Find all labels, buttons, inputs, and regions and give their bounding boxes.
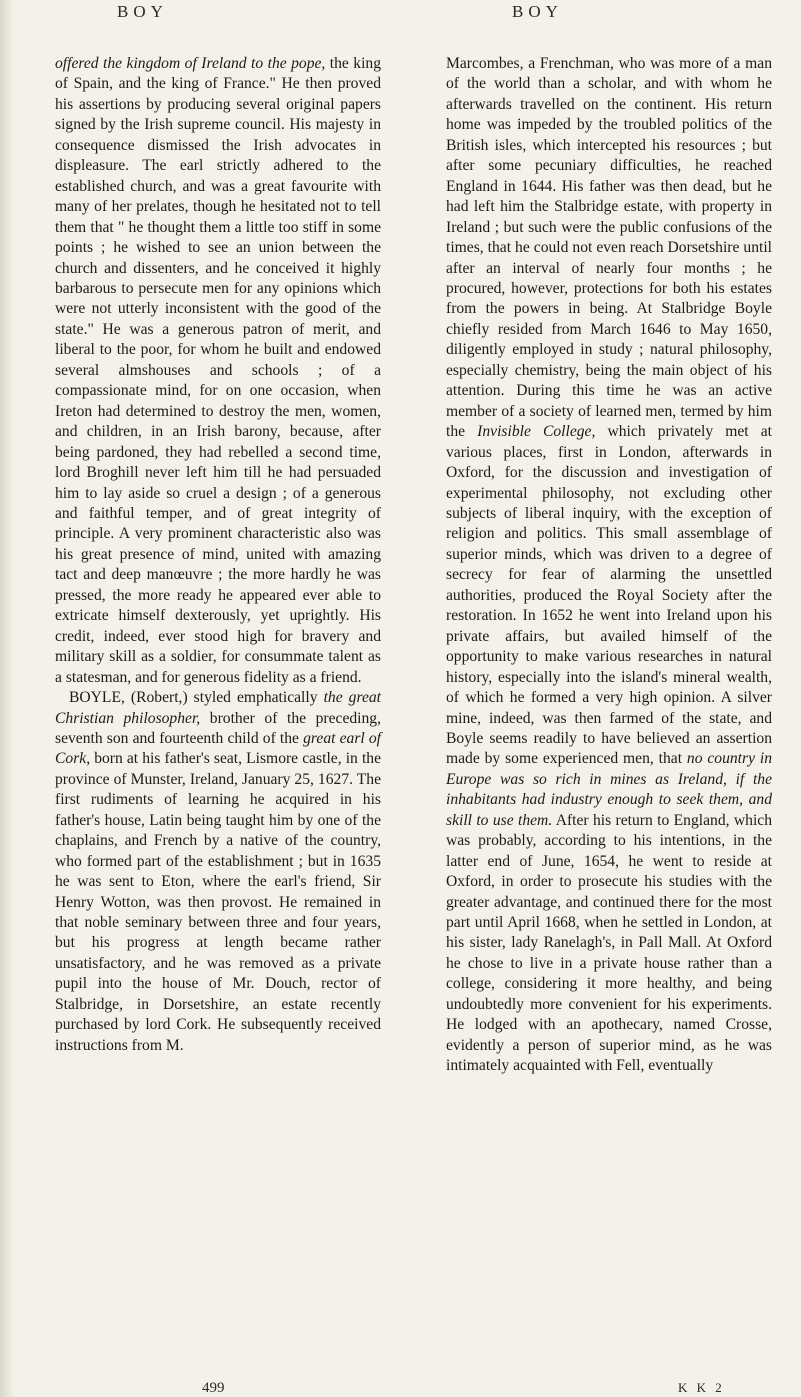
text-run: born at his father's seat, Lismore castle, in the province of Munster, Ireland, January 25, 1627. The first rudiments of learning he acquired in his father's house, Latin being taught him by one of the chaplains, and French by a native of the country, who formed part of the establishment ; but in 1635 he was sent to Eton, where the earl's friend, Sir Henry Wotton, was then provost. He remained in that noble seminary between three and four years, but his progress at length became rather unsatisfactory, and he was removed as a private pupil into the house of Mr. Douch, rector of Stalbridge, in Dorsetshire, an estate recently purchased by lord Cork. He subsequently received instructions from M. [55, 750, 381, 1054]
paragraph-broghill-continued [55, 54, 381, 688]
text-run: which privately met at various places, first in London, afterwards in Oxford, for the discussion and investigation of experimental philosophy, not excluding other subjects of liberal inquiry, with the exception of religion and politics. This small assemblage of superior minds, which was driven to a degree of secrecy for fear of alarming the unsettled authorities, produced the Royal Society after the restoration. In 1652 he went into Ireland upon his private affairs, but availed himself of the opportunity to make various researches in natural history, especially into the island's mineral wealth, of which he formed a very high opinion. A silver mine, indeed, was then farmed of the state, and Boyle seems readily to have believed an assertion made by some experienced men, that [446, 423, 773, 768]
text-run: brother of the preceding, seventh son and fourteenth child of the [55, 709, 382, 747]
signature-mark: K K 2 [678, 1380, 725, 1395]
text-run: After his return to England, which was probably, according to his intentions, in the latter end of June, 1654, he went to reside at Oxford, in order to prosecute his studies with the greater advantage, and continued there for the most part until April 1668, when he settled in London, at his sister, lady Ranelagh's, in Pall Mall. At Oxford he chose to live in a private house rather than a college, considering it more healthy, and being undoubtedly more convenient for his experiments. He lodged with an apothecary, named Crosse, evidently a person of superior mind, as he was intimately acquainted with Fell, eventually [446, 811, 772, 1075]
left-column [55, 54, 381, 1056]
page-number: 499 [202, 1380, 225, 1396]
italic-text-run: no country in Europe was so rich in mines as Ireland, if the inhabitants had industry enough to seek them, and skill to use them. [446, 750, 772, 829]
text-run: BOYLE, (Robert,) styled emphatically [69, 689, 324, 707]
italic-text-run: great earl of Cork, [55, 729, 381, 768]
running-head-right: BOY [512, 2, 563, 21]
paragraph-boyle-robert-entry [55, 688, 381, 1056]
paragraph-boyle-continued [446, 54, 772, 1077]
italic-text-run: offered the kingdom of Ireland to the pope, [55, 55, 326, 72]
right-column [446, 54, 772, 1077]
page-gutter-shadow [0, 0, 14, 1397]
italic-text-run: the great Christian philosopher, [55, 689, 381, 727]
italic-text-run: Invisible College, [477, 423, 596, 441]
text-run: the king of Spain, and the king of France." He then proved his assertions by producing several original papers signed by the Irish supreme council. His majesty in consequence dismissed the Irish advocates in displeasure. The earl strictly adhered to the established church, and was a great favourite with many of her prelates, though he hesitated not to tell them that " he thought them a little too stiff in some points ; he wished to see an union between the church and dissenters, and he conceived it highly barbarous to persecute men for any opinions which were not utterly inconsistent with the good of the state." He was a generous patron of merit, and liberal to the poor, for whom he built and endowed several almshouses and schools ; of a compassionate mind, for on one occasion, when Ireton had determined to destroy the men, women, and children, in an Irish barony, because, after being pardoned, they had rebelled a second time, lord Broghill never left him till he had persuaded him to lay aside so cruel a design ; of a generous and faithful temper, and of great integrity of principle. A very prominent characteristic also was his great presence of mind, united with amazing tact and deep manœuvre ; the more hardly he was pressed, the more ready he appeared ever able to extricate himself dexterously, yet uprightly. His credit, indeed, ever stood high for bravery and military skill as a soldier, for consummate talent as a statesman, and for generous fidelity as a friend. [55, 55, 381, 686]
running-head-left: BOY [117, 2, 168, 21]
text-run: Marcombes, a Frenchman, who was more of a man of the world than a scholar, and with whom he afterwards travelled on the continent. His return home was impeded by the troubled politics of the British isles, which intercepted his resources ; but after some pecuniary difficulties, he reached England in 1644. His father was then dead, but he had left him the Stalbridge estate, with property in Ireland ; but such were the public confusions of the times, that he could not even reach Dorsetshire until after an interval of nearly four months ; he procured, however, protections for both his estates from the powers in being. At Stalbridge Boyle chiefly resided from March 1646 to May 1650, diligently employed in study ; natural philosophy, especially chemistry, being the main object of his attention. During this time he was an active member of a society of learned men, termed by him the [446, 55, 772, 441]
